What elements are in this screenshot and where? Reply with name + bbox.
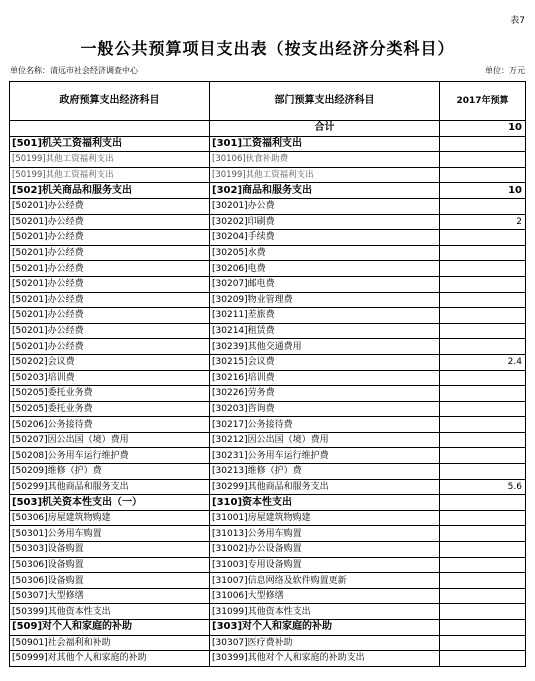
gov-category-cell: [50306]设备购置 [10,557,210,573]
dept-category-cell: [30399]其他对个人和家庭的补助支出 [210,651,440,667]
gov-category-cell: [50201]办公经费 [10,198,210,214]
table-row [10,635,526,651]
dept-category-cell: [30231]公务用车运行维护费 [210,448,440,464]
dept-category-cell: [31002]办公设备购置 [210,542,440,558]
budget-value-cell [440,573,526,589]
table-row [10,292,526,308]
table-row [10,354,526,370]
gov-category-cell: [503]机关资本性支出（一） [10,495,210,511]
unit-label: 单位：万元 [485,66,525,75]
gov-category-cell: [50999]对其他个人和家庭的补助 [10,651,210,667]
budget-value-cell [440,635,526,651]
dept-category-cell: [301]工资福利支出 [210,136,440,152]
table-body [10,121,526,667]
gov-category-cell: [50209]维修（护）费 [10,464,210,480]
dept-category-cell: [310]资本性支出 [210,495,440,511]
table-row [10,167,526,183]
dept-category-cell: [30307]医疗费补助 [210,635,440,651]
table-row [10,479,526,495]
table-row [10,464,526,480]
budget-value-cell: 2.4 [440,354,526,370]
table-row [10,183,526,199]
gov-category-cell: [50201]办公经费 [10,308,210,324]
gov-category-cell: [50199]其他工资福利支出 [10,152,210,168]
gov-category-cell: [50301]公务用车购置 [10,526,210,542]
gov-category-cell: [50208]公务用车运行维护费 [10,448,210,464]
gov-category-cell: [50306]房屋建筑物购建 [10,510,210,526]
gov-category-cell: [50201]办公经费 [10,261,210,277]
dept-category-cell: [31007]信息网络及软件购置更新 [210,573,440,589]
gov-category-cell: [50299]其他商品和服务支出 [10,479,210,495]
budget-value-cell [440,323,526,339]
page-title: 一般公共预算项目支出表（按支出经济分类科目） [80,39,455,58]
table-row [10,432,526,448]
total-row [10,121,526,137]
dept-category-cell: [30199]其他工资福利支出 [210,167,440,183]
budget-value-cell [440,230,526,246]
table-row [10,542,526,558]
budget-value-cell [440,308,526,324]
table-header-row [10,82,526,121]
gov-category-cell: [50306]设备购置 [10,573,210,589]
budget-value-cell [440,620,526,636]
table-row [10,230,526,246]
budget-value-cell [440,542,526,558]
budget-value-cell [440,448,526,464]
dept-category-cell: [30215]会议费 [210,354,440,370]
budget-value-cell [440,370,526,386]
gov-category-cell: [50303]设备购置 [10,542,210,558]
dept-category-cell: [30212]因公出国（境）费用 [210,432,440,448]
budget-value-cell [440,136,526,152]
budget-value-cell [440,526,526,542]
dept-category-cell: [31001]房屋建筑物购建 [210,510,440,526]
gov-category-cell: [50199]其他工资福利支出 [10,167,210,183]
budget-value-cell [440,495,526,511]
table-row [10,339,526,355]
gov-category-cell: [50203]培训费 [10,370,210,386]
dept-category-cell: [30205]水费 [210,245,440,261]
table-row [10,417,526,433]
dept-category-cell: [31006]大型修缮 [210,588,440,604]
budget-value-cell [440,604,526,620]
table-row [10,245,526,261]
dept-category-cell: [30216]培训费 [210,370,440,386]
unit-line [10,65,525,77]
budget-value-cell [440,292,526,308]
gov-category-cell: [501]机关工资福利支出 [10,136,210,152]
budget-value-cell [440,557,526,573]
table-row [10,573,526,589]
dept-category-cell: [30206]电费 [210,261,440,277]
dept-category-cell: [31013]公务用车购置 [210,526,440,542]
dept-category-cell: [30226]劳务费 [210,386,440,402]
dept-category-cell: [30211]差旅费 [210,308,440,324]
header-dept-category: 部门预算支出经济科目 [210,82,440,121]
dept-category-cell: [30239]其他交通费用 [210,339,440,355]
budget-value-cell [440,198,526,214]
dept-category-cell: [30299]其他商品和服务支出 [210,479,440,495]
gov-category-cell: [50201]办公经费 [10,339,210,355]
gov-category-cell: [50201]办公经费 [10,245,210,261]
dept-category-cell: [30213]维修（护）费 [210,464,440,480]
table-row [10,198,526,214]
budget-value-cell [440,651,526,667]
budget-value-cell [440,432,526,448]
table-row [10,604,526,620]
dept-category-cell: [30207]邮电费 [210,276,440,292]
dept-category-cell: [30217]公务接待费 [210,417,440,433]
budget-value-cell [440,417,526,433]
dept-category-cell: [31099]其他资本性支出 [210,604,440,620]
table-row [10,557,526,573]
table-row [10,620,526,636]
table-row [10,495,526,511]
table-row [10,526,526,542]
gov-category-cell: [50205]委托业务费 [10,386,210,402]
dept-category-cell: [31003]专用设备购置 [210,557,440,573]
gov-category-cell: [50201]办公经费 [10,292,210,308]
budget-value-cell [440,386,526,402]
budget-value-cell [440,152,526,168]
gov-category-cell: [50207]因公出国（境）费用 [10,432,210,448]
dept-category-cell: [303]对个人和家庭的补助 [210,620,440,636]
gov-category-cell: [509]对个人和家庭的补助 [10,620,210,636]
dept-category-cell: [30202]印刷费 [210,214,440,230]
table-row [10,261,526,277]
budget-value-cell: 10 [440,183,526,199]
table-row [10,386,526,402]
table-number: 表7 [510,16,525,26]
budget-value-cell [440,339,526,355]
gov-category-cell: [50201]办公经费 [10,276,210,292]
gov-category-cell: [50205]委托业务费 [10,401,210,417]
table-row [10,510,526,526]
dept-category-cell: [30204]手续费 [210,230,440,246]
gov-category-cell: [50201]办公经费 [10,230,210,246]
dept-category-cell: [30209]物业管理费 [210,292,440,308]
budget-value-cell [440,401,526,417]
header-budget-2017: 2017年预算 [440,82,526,121]
gov-category-cell [10,121,210,137]
table-row [10,588,526,604]
budget-value-cell [440,167,526,183]
table-row [10,152,526,168]
dept-category-cell: [302]商品和服务支出 [210,183,440,199]
expenditure-table [9,81,526,667]
gov-category-cell: [50307]大型修缮 [10,588,210,604]
total-label: 合计 [210,121,440,137]
table-row [10,651,526,667]
budget-value-cell: 5.6 [440,479,526,495]
header-gov-category: 政府预算支出经济科目 [10,82,210,121]
table-row [10,448,526,464]
gov-category-cell: [50202]会议费 [10,354,210,370]
budget-value-cell: 2 [440,214,526,230]
unit-name: 单位名称：清远市社会经济调查中心 [10,66,138,75]
budget-value-cell: 10 [440,121,526,137]
table-row [10,136,526,152]
dept-category-cell: [30106]伙食补助费 [210,152,440,168]
table-row [10,308,526,324]
gov-category-cell: [50399]其他资本性支出 [10,604,210,620]
dept-category-cell: [30201]办公费 [210,198,440,214]
table-row [10,214,526,230]
gov-category-cell: [50201]办公经费 [10,214,210,230]
table-row [10,370,526,386]
gov-category-cell: [502]机关商品和服务支出 [10,183,210,199]
budget-value-cell [440,276,526,292]
gov-category-cell: [50901]社会福利和补助 [10,635,210,651]
budget-value-cell [440,261,526,277]
table-row [10,276,526,292]
budget-value-cell [440,245,526,261]
table-row [10,401,526,417]
table-row [10,323,526,339]
budget-value-cell [440,588,526,604]
dept-category-cell: [30203]咨询费 [210,401,440,417]
gov-category-cell: [50206]公务接待费 [10,417,210,433]
budget-value-cell [440,510,526,526]
budget-value-cell [440,464,526,480]
gov-category-cell: [50201]办公经费 [10,323,210,339]
dept-category-cell: [30214]租赁费 [210,323,440,339]
